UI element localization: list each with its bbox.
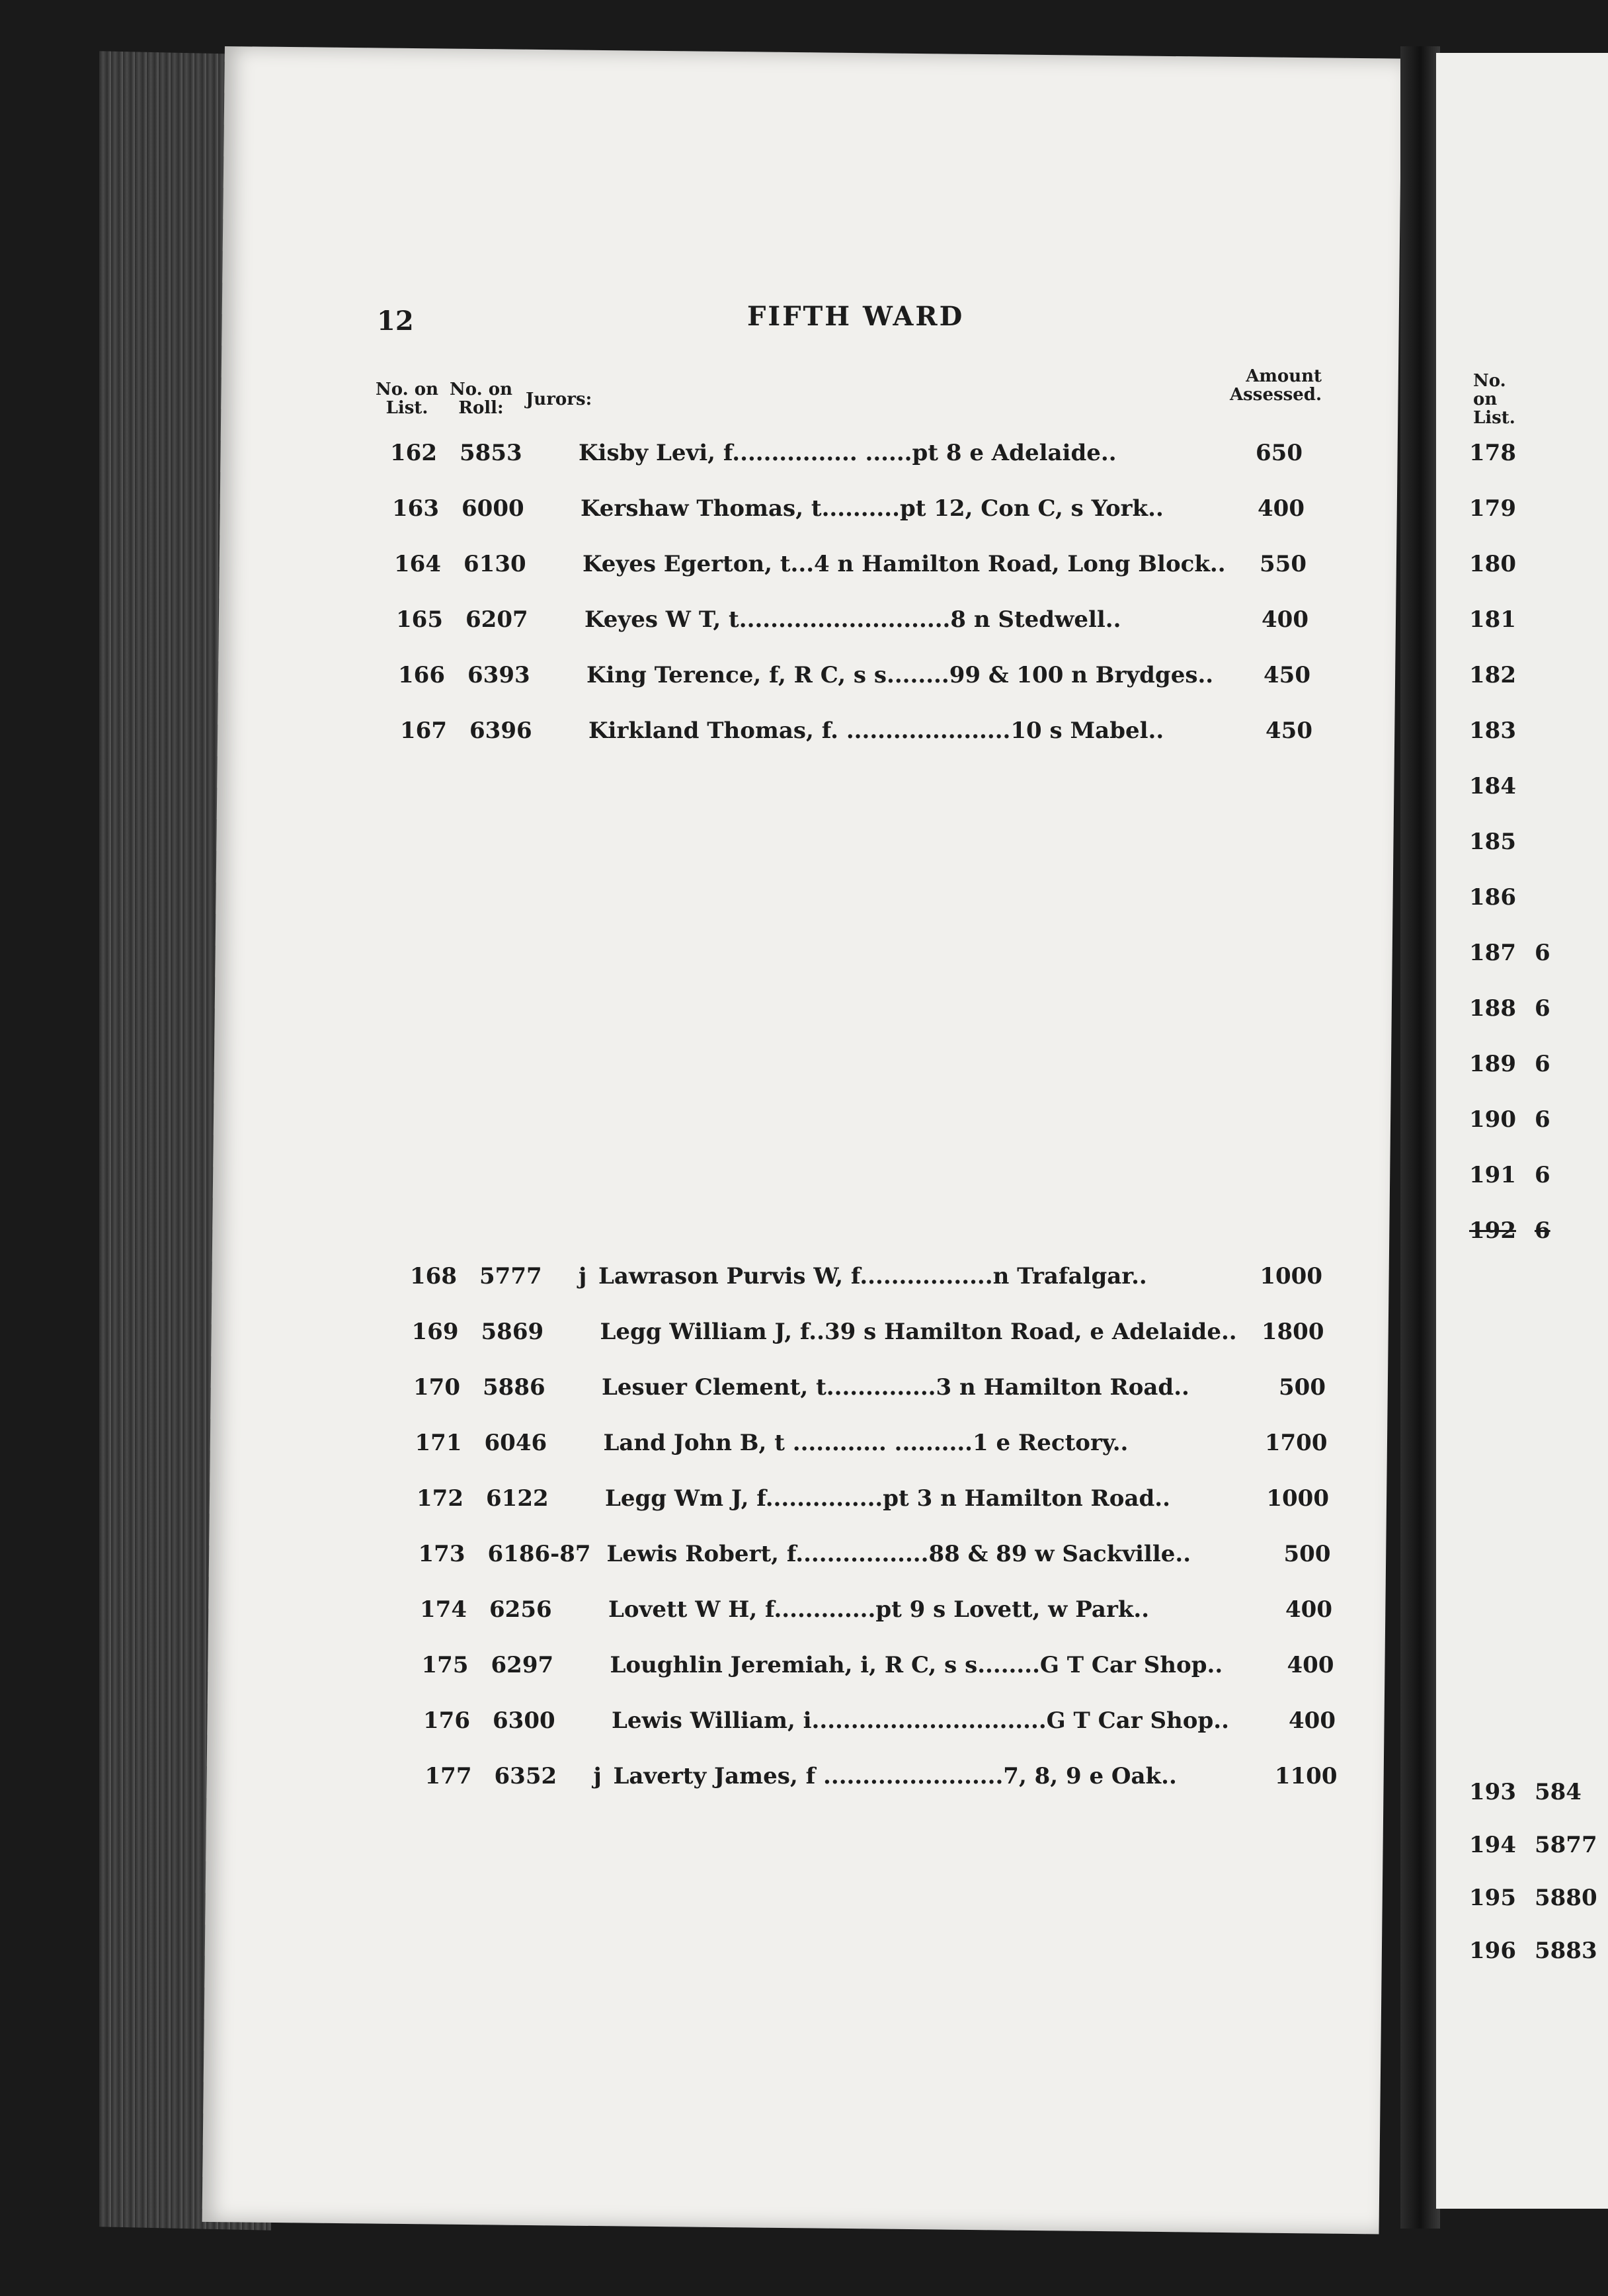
juror-entry-row: 165 6207 Keyes W T, t...........................8 n Stedwell.. 400: [396, 606, 1308, 633]
right-page-list-number: [1469, 718, 1516, 744]
list-number: 183: [1469, 718, 1516, 744]
juror-entry-row: 175 6297 Loughlin Jeremiah, i, R C, s s........G T Car Shop.. 400: [421, 1652, 1334, 1678]
juror-entry-text: Keyes Egerton, t...4 n Hamilton Road, Long Block..: [583, 551, 1226, 577]
right-page-list-number: [1469, 606, 1516, 633]
juror-entry-text: Kershaw Thomas, t..........pt 12, Con C, s York..: [581, 495, 1164, 522]
header-jurors: Jurors:: [526, 390, 592, 409]
list-number: 172: [417, 1485, 463, 1512]
juror-entry-text: Kirkland Thomas, f. .....................10 s Mabel..: [588, 718, 1164, 744]
roll-number: 5869: [481, 1319, 544, 1345]
right-page-list-number: [1469, 1106, 1550, 1133]
roll-number-partial: 6: [1534, 1051, 1550, 1077]
list-number: 168: [410, 1263, 457, 1290]
roll-number: 6046: [484, 1430, 547, 1456]
juror-entry-text: Legg William J, f..39 s Hamilton Road, e Adelaide..: [600, 1319, 1237, 1345]
juror-entry-row: 169 5869 Legg William J, f..39 s Hamilton Road, e Adelaide.. 1800: [411, 1319, 1324, 1345]
juror-entry-row: 174 6256 Lovett W H, f.............pt 9 s Lovett, w Park.. 400: [420, 1596, 1332, 1623]
roll-number: 6207: [465, 606, 528, 633]
list-number: 196: [1469, 1938, 1516, 1964]
right-page-list-number: [1469, 940, 1550, 966]
right-page-list-number: [1469, 1051, 1550, 1077]
juror-entry-text: Legg Wm J, f...............pt 3 n Hamilton Road..: [605, 1485, 1170, 1512]
roll-number: 6122: [486, 1485, 549, 1512]
right-page-list-number: [1469, 1885, 1597, 1911]
juror-entry-text: Lesuer Clement, t..............3 n Hamilton Road..: [602, 1374, 1189, 1401]
right-page-list-number: [1469, 440, 1516, 466]
right-page-list-number: [1469, 1217, 1550, 1244]
roll-number: 5777: [479, 1263, 542, 1290]
juror-entry-row: 167 6396 Kirkland Thomas, f. .....................10 s Mabel.. 450: [400, 718, 1312, 744]
roll-number-partial: 584: [1534, 1779, 1582, 1805]
list-number: 177: [424, 1763, 472, 1789]
right-page-list-number: [1469, 995, 1550, 1022]
right-page-list-number: [1469, 829, 1516, 855]
list-number: 178: [1469, 440, 1516, 466]
roll-number: 6396: [469, 718, 532, 744]
book-gutter: [1400, 46, 1440, 2229]
juror-entry-text: Laverty James, f .......................7, 8, 9 e Oak..: [613, 1763, 1177, 1789]
roll-number: 5886: [483, 1374, 545, 1401]
juror-entry-text: Keyes W T, t...........................8 n Stedwell..: [584, 606, 1121, 633]
list-number: 173: [418, 1541, 465, 1567]
juror-entry-row: 166 6393 King Terence, f, R C, s s........99 & 100 n Brydges.. 450: [398, 662, 1310, 688]
list-number: 185: [1469, 829, 1516, 855]
list-number: 184: [1469, 773, 1516, 800]
list-number: 195: [1469, 1885, 1516, 1911]
list-number: 188: [1469, 995, 1516, 1022]
right-page-list-number: [1469, 773, 1516, 800]
juror-entry-row: 162 5853 Kisby Levi, f................ ......pt 8 e Adelaide.. 650: [390, 440, 1303, 466]
list-number: 167: [400, 718, 447, 744]
juror-entry-text: Lewis William, i..............................G T Car Shop..: [612, 1707, 1229, 1734]
list-number: 192: [1469, 1217, 1516, 1244]
roll-number-partial: 6: [1534, 940, 1550, 966]
list-number: 165: [396, 606, 443, 633]
list-number: 169: [411, 1319, 459, 1345]
header-no-on-list: No. on List.: [376, 380, 438, 418]
list-number: 163: [392, 495, 439, 522]
juror-entry-row: 172 6122 Legg Wm J, f...............pt 3 n Hamilton Road.. 1000: [417, 1485, 1329, 1512]
list-number: 182: [1469, 662, 1516, 688]
list-number: 181: [1469, 606, 1516, 633]
list-number: 191: [1469, 1162, 1516, 1188]
roll-number: 6297: [491, 1652, 554, 1678]
list-number: 175: [421, 1652, 469, 1678]
juror-entry-row: 176 6300 Lewis William, i..............................G T Car Shop.. 400: [423, 1707, 1336, 1734]
list-number: 171: [415, 1430, 462, 1456]
right-page-list-number: [1469, 1162, 1550, 1188]
list-number: 189: [1469, 1051, 1516, 1077]
list-number: 176: [423, 1707, 470, 1734]
roll-number: 5853: [460, 440, 522, 466]
roll-number-partial: 5880: [1534, 1885, 1597, 1911]
right-page-header: No. on List.: [1473, 371, 1515, 428]
roll-number: 6256: [489, 1596, 552, 1623]
roll-number: 6393: [467, 662, 530, 688]
juror-entry-row: 170 5886 Lesuer Clement, t..............3 n Hamilton Road.. 500: [413, 1374, 1326, 1401]
ward-title: FIFTH WARD: [747, 301, 965, 332]
juror-entry-row: 171 6046 Land John B, t ............ ..........1 e Rectory.. 1700: [415, 1430, 1328, 1456]
roll-number: 6352: [494, 1763, 557, 1789]
roll-number: 6000: [462, 495, 524, 522]
list-number: 187: [1469, 940, 1516, 966]
roll-number: 6300: [493, 1707, 555, 1734]
juror-mark: j: [593, 1763, 602, 1789]
roll-number-partial: 5877: [1534, 1832, 1597, 1858]
right-page-list-number: [1469, 662, 1516, 688]
juror-entry-text: King Terence, f, R C, s s........99 & 100 n Brydges..: [586, 662, 1214, 688]
left-page: [202, 46, 1402, 2234]
right-page-list-number: [1469, 551, 1516, 577]
right-page-list-number: [1469, 1779, 1582, 1805]
header-no-on-roll: No. on Roll:: [450, 380, 512, 418]
list-number: 190: [1469, 1106, 1516, 1133]
roll-number-partial: 6: [1534, 1162, 1550, 1188]
juror-entry-text: Lewis Robert, f.................88 & 89 w Sackville..: [606, 1541, 1191, 1567]
list-number: 162: [390, 440, 437, 466]
list-number: 170: [413, 1374, 460, 1401]
roll-number-partial: 6: [1534, 995, 1550, 1022]
list-number: 186: [1469, 884, 1516, 911]
roll-number: 6130: [463, 551, 526, 577]
header-amount-assessed: Amount Assessed.: [1230, 366, 1322, 405]
list-number: 180: [1469, 551, 1516, 577]
list-number: 174: [420, 1596, 467, 1623]
roll-number-partial: 6: [1534, 1106, 1550, 1133]
list-number: 193: [1469, 1779, 1516, 1805]
juror-entry-text: Kisby Levi, f................ ......pt 8 e Adelaide..: [579, 440, 1117, 466]
right-page-list-number: [1469, 884, 1516, 911]
juror-entry-row: 168 5777 j Lawrason Purvis W, f.................n Trafalgar.. 1000: [410, 1263, 1322, 1290]
roll-number-partial: 5883: [1534, 1938, 1597, 1964]
list-number: 179: [1469, 495, 1516, 522]
list-number: 164: [394, 551, 441, 577]
juror-entry-row: 177 6352 j Laverty James, f .......................7, 8, 9 e Oak.. 1100: [424, 1763, 1338, 1789]
roll-number-partial: 6: [1534, 1217, 1550, 1244]
juror-entry-row: 163 6000 Kershaw Thomas, t..........pt 12, Con C, s York.. 400: [392, 495, 1305, 522]
juror-entry-row: 164 6130 Keyes Egerton, t...4 n Hamilton Road, Long Block.. 550: [394, 551, 1306, 577]
right-page-list-number: [1469, 495, 1516, 522]
right-page-list-number: [1469, 1832, 1597, 1858]
juror-entry-text: Lovett W H, f.............pt 9 s Lovett, w Park..: [608, 1596, 1150, 1623]
page-number: 12: [377, 306, 414, 337]
roll-number: 6186-87: [487, 1541, 591, 1567]
juror-entry-text: Land John B, t ............ ..........1 e Rectory..: [603, 1430, 1129, 1456]
juror-entry-text: Lawrason Purvis W, f.................n Trafalgar..: [598, 1263, 1147, 1290]
right-page-list-number: [1469, 1938, 1597, 1964]
list-number: 194: [1469, 1832, 1516, 1858]
juror-entry-text: Loughlin Jeremiah, i, R C, s s........G T Car Shop..: [610, 1652, 1223, 1678]
juror-entry-row: 173 6186-87 Lewis Robert, f.................88 & 89 w Sackville.. 500: [418, 1541, 1331, 1567]
list-number: 166: [398, 662, 445, 688]
juror-mark: j: [579, 1263, 587, 1290]
